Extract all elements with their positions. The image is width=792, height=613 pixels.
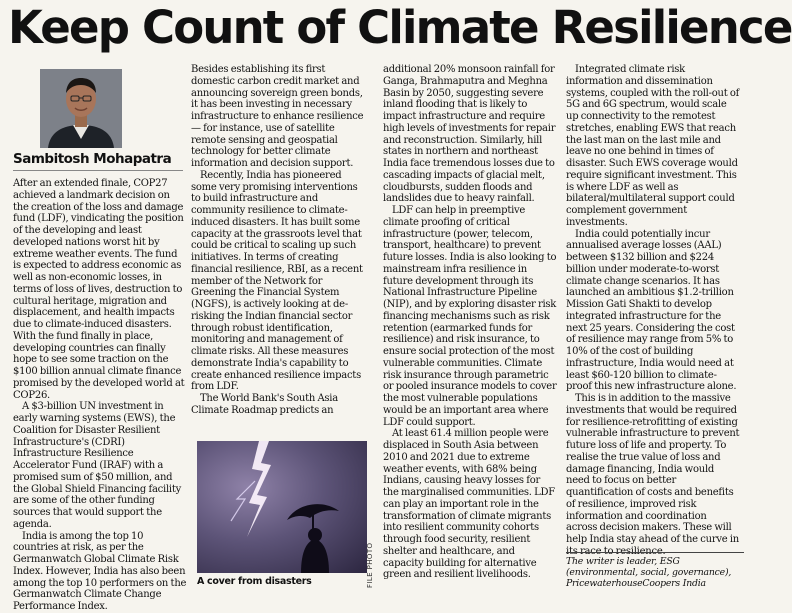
author-note-divider — [566, 552, 744, 553]
storm-photo — [197, 441, 367, 573]
paragraph: The World Bank's South Asia Climate Roadmap predicts an — [191, 393, 338, 416]
photo-credit: FILE PHOTO — [366, 542, 374, 588]
paragraph: A $3-billion UN investment in early warning systems (EWS), the Coalition for Disaster Resilient Infrastructure's (CDRI) Infrastructure Resilience Accelerator Fund (IRAF) with a promised sum of $50 million, and the Global Shield Financing facility are some of the other funding sources that would support the agenda. — [13, 401, 182, 530]
column-2 — [191, 64, 365, 436]
author-byline: Sambitosh Mohapatra — [13, 151, 172, 167]
paragraph: Integrated climate risk information and dissemination systems, coupled with the roll-out of 5G and 6G spectrum, would scale up connectivity to the remotest stretches, enabling EWS that reach the last man on the last mile and leave no one behind in times of disaster. Such EWS coverage would require significant investment. This is where LDF as well as bilateral/multilateral support could complement government investments. — [566, 64, 740, 228]
paragraph: additional 20% monsoon rainfall for Ganga, Brahmaputra and Meghna Basin by 2050, suggesting severe inland flooding that is likely to impact infrastructure and require high levels of investments for repair and reconstruction. Similarly, hill states in northern and northeast India face tremendous losses due to cascading impacts of glacial melt, cloudbursts, sudden floods and landslides due to heavy rainfall. — [383, 64, 556, 205]
paragraph: India is among the top 10 countries at risk, as per the Germanwatch Global Climate Risk Index. However, India has also been among the top 10 performers on the Germanwatch Climate Change Performance Index. — [13, 530, 187, 612]
paragraph: India could potentially incur annualised average losses (AAL) between $132 billion and $224 billion under moderate-to-worst climate change scenarios. It has launched an ambitious $1.2-trillion Mission Gati Shakti to develop integrated infrastructure for the next 25 years. Considering the cost of resilience may range from 5% to 10% of the cost of building infrastructure, India would need at least $60-120 billion to climate-proof this new infrastructure alone. — [566, 228, 737, 393]
photo-caption: A cover from disasters — [197, 576, 312, 587]
paragraph: Recently, India has pioneered some very promising interventions to build infrastructure and community resilience to climate-induced disasters. It has built some capacity at the grassroots level that could be critical to scaling up such initiatives. In terms of creating financial resilience, RBI, as a recent member of the Network for Greening the Financial System (NGFS), is actively looking at de-risking the Indian financial sector through robust identification, monitoring and management of climate risks. All these measures demonstrate India's capability to create enhanced resilience impacts from LDF. — [191, 169, 363, 393]
paragraph: This is in addition to the massive investments that would be required for resilience-retrofitting of existing vulnerable infrastructure to prevent future loss of life and property. To realise the true value of loss and damage financing, India would need to focus on better quantification of costs and benefits of resilience, improved risk information and coordination across decision makers. These will help India stay ahead of the curve in — [566, 393, 740, 545]
paragraph: After an extended finale, COP27 achieved a landmark decision on the creation of the loss and damage fund (LDF), vindicating the position of the developing and least developed nations worst hit by extreme weather events. The fund is expected to address economic as well as non-economic losses, in terms of loss of lives, destruction to cultural heritage, migration and displacement, and health impacts due to climate-induced disasters. With the fund finally in place, developing countries can finally hope to see some traction on the $100 billion annual climate finance promised by the developed world at COP26. — [13, 178, 185, 401]
author-portrait — [40, 69, 122, 148]
author-note: The writer is leader, ESG (environmental, social, governance), PricewaterhouseCoopers India — [566, 556, 732, 589]
column-3 — [383, 64, 557, 590]
byline-divider — [13, 170, 183, 171]
headline: Keep Count of Climate Resilience — [8, 1, 792, 54]
column-1 — [13, 178, 187, 612]
paragraph: At least 61.4 million people were displaced in South Asia between 2010 and 2021 due to extreme weather events, with 68% being Indians, causing heavy losses for the marginalised communities. LDF can play an important role in the transformation of climate migrants into resilient community cohorts through food security, resilient shelter and healthcare, and capacity building for alternative green and resilient livelihoods. — [383, 428, 555, 581]
paragraph: LDF can help in preemptive climate proofing of critical infrastructure (power, telecom, transport, healthcare) to prevent future losses. India is also looking to mainstream infra resilience in future development through its National Infrastructure Pipeline (NIP), and by exploring disaster risk financing mechanisms such as risk retention (earmarked funds for resilience) and risk insurance, to ensure social protection of the most vulnerable communities. Climate risk insurance through parametric or pooled insurance models to cover the most vulnerable populations would be an important area where LDF could support. — [383, 205, 557, 428]
paragraph: Besides establishing its first domestic carbon credit market and announcing sovereign green bonds, it has been investing in necessary infrastructure to enhance resilience — for instance, use of satellite remote sensing and geospatial technology for better climate information and decision support. — [191, 64, 364, 169]
column-4 — [566, 64, 740, 548]
